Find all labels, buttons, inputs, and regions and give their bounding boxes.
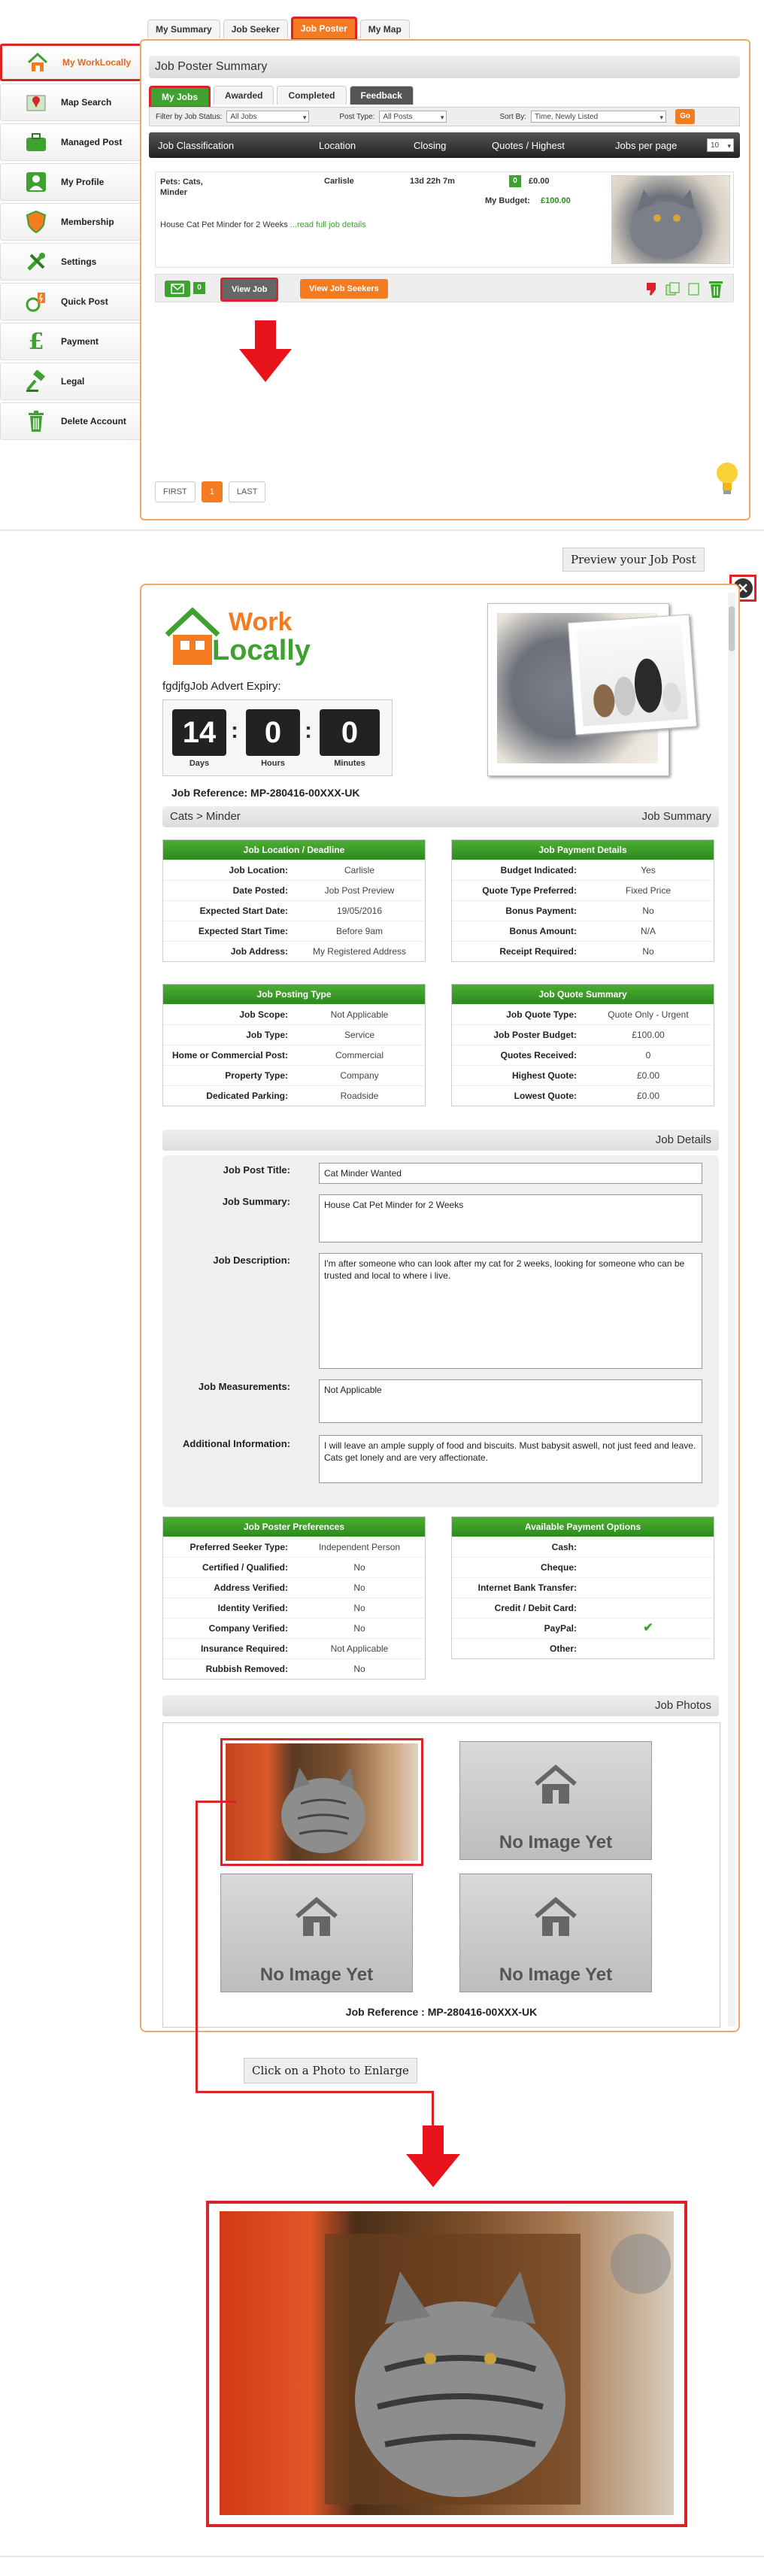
job-category: Cats > Minder	[170, 810, 241, 823]
additional-information-field[interactable]: I will leave an ample supply of food and biscuits. Must babysit aswell, not just feed and leave. Cats get lonely and are very affectionate.	[319, 1435, 702, 1483]
job-row	[155, 171, 734, 268]
page-last[interactable]: LAST	[229, 481, 266, 502]
job-photo-1-thumbnail[interactable]	[220, 1738, 423, 1866]
job-reference: Job Reference: MP-280416-00XXX-UK	[171, 787, 360, 799]
sidebar-item-label: Quick Post	[61, 296, 108, 307]
field-label: Bonus Payment:	[505, 906, 577, 916]
job-payment-box	[451, 839, 714, 962]
job-description-field[interactable]: I'm after someone who can look after my cat for 2 weeks, looking for someone who can be trusted and local to where i live.	[319, 1253, 702, 1369]
box-title: Job Location / Deadline	[163, 840, 425, 860]
shield-icon	[22, 208, 50, 236]
section-divider	[0, 529, 764, 531]
sidebar-item-quick-post[interactable]	[0, 283, 147, 320]
field-value	[583, 1578, 714, 1597]
no-image-text: No Image Yet	[499, 1832, 613, 1852]
field-label: Job Quote Type:	[506, 1009, 577, 1020]
connector-line	[196, 1801, 236, 1803]
view-job-seekers-button[interactable]: View Job Seekers	[300, 279, 388, 299]
field-value: 0	[645, 1050, 651, 1060]
field-label: Home or Commercial Post:	[171, 1050, 288, 1060]
quick-post-icon	[22, 287, 50, 316]
col-jobs-per-page: Jobs per page	[615, 139, 678, 151]
category-bar	[162, 806, 719, 827]
sidebar-item-legal[interactable]	[0, 363, 147, 400]
sidebar-item-label: Payment	[61, 336, 99, 347]
sidebar-item-delete-account[interactable]	[0, 402, 147, 440]
sidebar-item-managed-post[interactable]	[0, 123, 147, 161]
page-1[interactable]: 1	[202, 481, 223, 502]
job-location-box	[162, 839, 426, 962]
field-value	[583, 1598, 714, 1618]
field-value: No	[353, 1623, 365, 1634]
job-measurements-field[interactable]: Not Applicable	[319, 1379, 702, 1423]
job-summary-text: House Cat Pet Minder for 2 Weeks	[160, 220, 288, 229]
go-button[interactable]: Go	[675, 109, 695, 124]
sidebar-item-label: Managed Post	[61, 137, 123, 147]
field-value: No	[353, 1562, 365, 1573]
job-summary-field[interactable]: House Cat Pet Minder for 2 Weeks	[319, 1194, 702, 1242]
enlarged-cat-photo	[220, 2211, 674, 2515]
col-job-classification: Job Classification	[158, 139, 235, 151]
quotes-count-badge: 0	[509, 175, 521, 187]
copy-job-icon[interactable]	[685, 281, 702, 297]
field-label: Receipt Required:	[499, 946, 577, 957]
field-label: Other:	[550, 1643, 577, 1654]
lightbulb-icon[interactable]	[714, 460, 740, 498]
summary-subtabs	[149, 86, 414, 108]
field-label: Expected Start Time:	[198, 926, 288, 936]
job-posting-type-box	[162, 984, 426, 1106]
job-title: Pets: Cats, Minder	[160, 177, 203, 197]
field-label: Job Summary:	[222, 1196, 290, 1207]
job-table-header	[149, 132, 740, 158]
field-value: £0.00	[636, 1070, 660, 1081]
field-value: £0.00	[636, 1091, 660, 1101]
field-label: Highest Quote:	[512, 1070, 577, 1081]
tab-job-poster[interactable]: Job Poster	[291, 17, 357, 41]
logo-locally-text: Locally	[212, 635, 311, 666]
field-label: Cash:	[551, 1542, 577, 1552]
person-icon	[22, 168, 50, 196]
job-poster-preferences-box	[162, 1516, 426, 1679]
sidebar-item-label: Membership	[61, 217, 114, 227]
sidebar-item-membership[interactable]	[0, 203, 147, 241]
field-value: No	[353, 1603, 365, 1613]
worklocally-logo	[162, 605, 311, 672]
click-photo-to-enlarge-label: Click on a Photo to Enlarge	[244, 2058, 417, 2083]
sidebar-item-map-search[interactable]	[0, 83, 147, 121]
countdown-colon: :	[231, 718, 238, 743]
field-value: Commercial	[335, 1050, 384, 1060]
scrollbar-thumb[interactable]	[729, 606, 735, 651]
subtab-completed[interactable]: Completed	[277, 86, 346, 105]
field-value: Before 9am	[335, 926, 384, 936]
box-title: Job Posting Type	[163, 985, 425, 1004]
enlarged-photo-frame[interactable]	[206, 2201, 687, 2527]
red-arrow-down-icon	[406, 2125, 460, 2189]
job-details-heading: Job Details	[162, 1130, 719, 1151]
connector-line	[432, 2091, 434, 2128]
field-value: Yes	[641, 865, 656, 875]
job-poster-summary-panel	[140, 39, 750, 520]
job-actions-bar	[155, 274, 734, 302]
job-photos-heading: Job Photos	[162, 1695, 719, 1716]
field-value	[583, 1558, 714, 1577]
field-label: Identity Verified:	[217, 1603, 288, 1613]
mail-count-badge: 0	[193, 282, 205, 294]
field-value: N/A	[640, 926, 656, 936]
sidebar-item-label: My Profile	[61, 177, 105, 187]
field-value: Roadside	[340, 1091, 379, 1101]
field-label: Credit / Debit Card:	[494, 1603, 577, 1613]
jobs-per-page-select[interactable]: 10 ▾	[707, 138, 734, 152]
sidebar	[0, 44, 147, 442]
field-value: Independent Person	[318, 1542, 401, 1552]
field-label: Date Posted:	[232, 885, 288, 896]
box-title: Job Payment Details	[452, 840, 714, 860]
delete-job-icon[interactable]	[708, 279, 724, 299]
highest-quote: £0.00	[529, 177, 550, 186]
trash-icon	[22, 407, 50, 435]
no-image-text: No Image Yet	[259, 1965, 374, 1985]
field-value: No	[353, 1582, 365, 1593]
house-icon	[294, 1895, 339, 1937]
field-label: Job Scope:	[239, 1009, 288, 1020]
paypal-check-icon: ✔	[643, 1622, 653, 1634]
job-photos-area	[162, 1722, 720, 2028]
field-label: Preferred Seeker Type:	[189, 1542, 288, 1552]
field-value: Fixed Price	[625, 885, 672, 896]
field-label: Rubbish Removed:	[205, 1664, 288, 1674]
panel-title: Job Poster Summary	[149, 56, 740, 78]
field-value: Service	[344, 1030, 374, 1040]
sidebar-item-label: Legal	[61, 376, 85, 387]
job-photo-2-placeholder[interactable]	[459, 1741, 652, 1860]
field-label: Lowest Quote:	[514, 1091, 577, 1101]
countdown-hours: 0	[246, 709, 300, 756]
field-value: Company	[340, 1070, 379, 1081]
countdown-timer	[162, 699, 393, 776]
tools-icon	[22, 247, 50, 276]
countdown-colon: :	[305, 718, 312, 743]
available-payment-options-box	[451, 1516, 714, 1659]
field-label: Dedicated Parking:	[206, 1091, 288, 1101]
top-tabs	[147, 20, 410, 39]
post-type-select[interactable]: All Posts ▾	[379, 111, 447, 123]
field-value	[583, 1639, 714, 1658]
tab-my-summary[interactable]: My Summary	[147, 20, 220, 38]
job-summary-line	[160, 220, 366, 229]
job-closing: 13d 22h 7m	[410, 177, 455, 186]
field-value: No	[642, 906, 654, 916]
view-job-button[interactable]: View Job	[220, 278, 278, 302]
tab-job-seeker[interactable]: Job Seeker	[223, 20, 288, 38]
field-label: Company Verified:	[208, 1623, 288, 1634]
field-label: Job Poster Budget:	[493, 1030, 577, 1040]
sidebar-item-my-profile[interactable]	[0, 163, 147, 201]
gavel-icon	[22, 367, 50, 396]
field-label: Job Address:	[230, 946, 288, 957]
col-location: Location	[319, 139, 356, 151]
field-label: Cheque:	[541, 1562, 577, 1573]
field-value: No	[642, 946, 654, 957]
job-quote-summary-box	[451, 984, 714, 1106]
pound-icon: £	[28, 328, 44, 355]
field-value	[583, 1537, 714, 1557]
pets-photo	[577, 623, 689, 726]
filter-status-label: Filter by Job Status:	[156, 112, 223, 121]
field-label: Property Type:	[225, 1070, 288, 1081]
field-value: Not Applicable	[330, 1643, 389, 1654]
pagination	[155, 481, 265, 502]
red-arrow-down-icon	[239, 320, 292, 384]
filter-status-select[interactable]: All Jobs ▾	[226, 111, 309, 123]
budget-value: £100.00	[541, 196, 571, 205]
sort-select[interactable]: Time, Newly Listed ▾	[531, 111, 666, 123]
job-thumbnail-cat[interactable]	[611, 175, 730, 264]
photos-job-reference: Job Reference : MP-280416-00XXX-UK	[345, 2006, 538, 2018]
page-first[interactable]: FIRST	[155, 481, 196, 502]
briefcase-icon	[22, 128, 50, 156]
field-label: Insurance Required:	[200, 1643, 288, 1654]
move-to-completed-icon[interactable]	[664, 281, 681, 297]
photo-collage	[487, 599, 692, 779]
job-summary-heading: Job Summary	[641, 810, 711, 823]
field-value: My Registered Address	[312, 946, 407, 957]
job-photo-3-placeholder[interactable]	[220, 1874, 413, 1992]
box-title: Available Payment Options	[452, 1517, 714, 1537]
field-label: Job Type:	[246, 1030, 288, 1040]
countdown-minutes: 0	[320, 709, 380, 756]
field-label: Internet Bank Transfer:	[478, 1582, 577, 1593]
field-label: Quotes Received:	[500, 1050, 577, 1060]
house-icon	[23, 48, 52, 77]
countdown-hours-label: Hours	[261, 759, 285, 768]
job-post-title-field[interactable]: Cat Minder Wanted	[319, 1163, 702, 1184]
countdown-minutes-label: Minutes	[334, 759, 365, 768]
job-details-area	[162, 1155, 719, 1507]
field-label: Expected Start Date:	[199, 906, 288, 916]
countdown-days-label: Days	[189, 759, 210, 768]
subtab-my-jobs[interactable]: My Jobs	[149, 86, 211, 108]
field-value: No	[353, 1664, 365, 1674]
read-full-details-link[interactable]: ...read full job details	[290, 220, 366, 229]
subtab-awarded[interactable]: Awarded	[214, 86, 274, 105]
sidebar-item-settings[interactable]	[0, 243, 147, 281]
job-photo-4-placeholder[interactable]	[459, 1874, 652, 1992]
sort-label: Sort By:	[499, 112, 527, 121]
field-label: PayPal:	[544, 1623, 577, 1634]
preview-scrollbar[interactable]	[728, 593, 735, 2026]
post-type-label: Post Type:	[339, 112, 375, 121]
mail-icon[interactable]	[165, 281, 190, 297]
field-label: Job Measurements:	[198, 1381, 290, 1392]
sidebar-item-payment[interactable]	[0, 323, 147, 360]
job-preview-panel	[140, 584, 740, 2032]
field-value: £100.00	[632, 1030, 665, 1040]
subtab-feedback[interactable]: Feedback	[350, 86, 414, 105]
job-location: Carlisle	[324, 177, 354, 186]
field-value: Not Applicable	[330, 1009, 389, 1020]
house-icon	[533, 1763, 578, 1805]
field-label: Job Post Title:	[223, 1164, 290, 1176]
collage-frame-pets	[568, 614, 697, 736]
field-value: Quote Only - Urgent	[608, 1009, 689, 1020]
sidebar-item-label: Map Search	[61, 97, 112, 108]
sidebar-item-label: My WorkLocally	[62, 57, 132, 68]
budget-label: My Budget:	[485, 196, 530, 205]
no-image-text: No Image Yet	[499, 1965, 613, 1985]
field-label: Additional Information:	[183, 1438, 290, 1449]
field-label: Quote Type Preferred:	[482, 885, 577, 896]
sidebar-item-label: Delete Account	[61, 416, 126, 426]
field-value: Carlisle	[344, 865, 374, 875]
connector-line	[196, 1801, 198, 2092]
field-value: Job Post Preview	[324, 885, 395, 896]
field-label: Address Verified:	[214, 1582, 288, 1593]
map-pin-icon	[22, 88, 50, 117]
house-icon	[533, 1895, 578, 1937]
field-label: Job Description:	[213, 1255, 290, 1266]
field-label: Budget Indicated:	[500, 865, 577, 875]
field-value: 19/05/2016	[336, 906, 383, 916]
field-label: Certified / Qualified:	[202, 1562, 288, 1573]
job-advert-expiry-label: fgdjfgJob Advert Expiry:	[162, 680, 281, 693]
cat-in-bag-photo	[226, 1743, 418, 1861]
field-label: Bonus Amount:	[509, 926, 577, 936]
box-title: Job Poster Preferences	[163, 1517, 425, 1537]
connector-line	[196, 2091, 433, 2093]
countdown-days: 14	[172, 709, 226, 756]
bottom-divider	[0, 2556, 764, 2557]
col-closing: Closing	[414, 139, 447, 151]
filter-bar	[149, 107, 740, 126]
box-title: Job Quote Summary	[452, 985, 714, 1004]
preview-job-post-button[interactable]: Preview your Job Post	[562, 548, 705, 572]
tab-my-map[interactable]: My Map	[360, 20, 410, 38]
logo-work-text: Work	[229, 608, 293, 636]
sidebar-item-my-worklocally[interactable]	[0, 44, 147, 81]
col-quotes-highest: Quotes / Highest	[492, 139, 565, 151]
field-label: Job Location:	[229, 865, 288, 875]
sidebar-item-label: Settings	[61, 256, 97, 267]
thumbs-down-icon[interactable]	[643, 281, 659, 297]
